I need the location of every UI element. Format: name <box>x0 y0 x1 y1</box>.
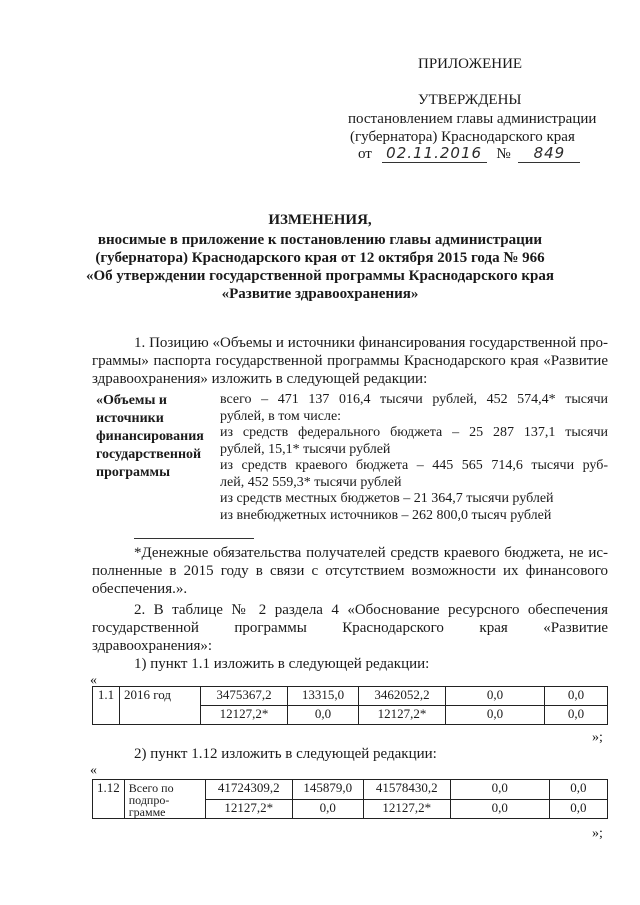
table-cell: 0,0 <box>549 799 607 819</box>
handwritten-number: 849 <box>518 144 580 163</box>
table-cell: 3462052,2 <box>359 687 446 706</box>
table-cell: 0,0 <box>288 706 359 725</box>
handwritten-date: 02.11.2016 <box>382 144 487 163</box>
table-cell: 0,0 <box>292 799 363 819</box>
table-cell: 12127,2* <box>359 706 446 725</box>
item-label-line: подпро- <box>128 793 170 807</box>
table-item-1-12 <box>92 779 608 819</box>
item2-line-2: государственной программы Краснодарского края «Развитие <box>92 620 608 636</box>
table-row <box>93 687 608 706</box>
item-number: 1.12 <box>93 780 125 819</box>
title-line-3: «Об утверждении государственной программы Краснодарского края <box>86 268 554 284</box>
approved-label: УТВЕРЖДЕНЫ <box>418 92 522 108</box>
appendix-label: ПРИЛОЖЕНИЕ <box>418 56 523 72</box>
passport-value-line: рублей, 15,1* тысячи рублей <box>220 441 391 457</box>
footnote-line-3: обеспечения.». <box>92 581 188 597</box>
passport-label <box>96 392 204 482</box>
approval-line-2: (губернатора) Краснодарского края <box>350 129 575 145</box>
item2-sub-1: 1) пункт 1.1 изложить в следующей редакции: <box>134 656 430 672</box>
table-cell: 0,0 <box>545 706 608 725</box>
table-cell: 41578430,2 <box>363 780 450 800</box>
table-cell: 145879,0 <box>292 780 363 800</box>
passport-label-line: программы <box>96 465 170 480</box>
item2-sub-2: 2) пункт 1.12 изложить в следующей редакции: <box>134 746 437 762</box>
quote-close: »; <box>592 730 603 745</box>
passport-value-line: рублей, в том числе: <box>220 408 342 424</box>
passport-value-line: из внебюджетных источников – 262 800,0 тысяч рублей <box>220 507 552 523</box>
quote-open: « <box>90 673 97 688</box>
passport-value-line: из средств федерального бюджета – 25 287 137,1 тысячи <box>220 425 608 440</box>
passport-label-line: финансирования <box>96 429 204 444</box>
table-cell: 12127,2* <box>205 799 292 819</box>
item-label <box>124 780 205 819</box>
item-number: 1.1 <box>93 687 120 725</box>
table-cell: 0,0 <box>446 706 545 725</box>
passport-label-line: источники <box>96 411 164 426</box>
passport-values <box>220 392 608 524</box>
item1-line-3: здравоохранения» изложить в следующей редакции: <box>92 371 428 387</box>
title-line-4: «Развитие здравоохранения» <box>221 286 419 302</box>
footnote-line-1: *Денежные обязательства получателей средств краевого бюджета, не ис- <box>134 545 608 561</box>
table-cell: 12127,2* <box>363 799 450 819</box>
item-label-line: Всего по <box>128 781 174 795</box>
table-item-1-1 <box>92 686 608 725</box>
table-cell: 0,0 <box>545 687 608 706</box>
item-label-line: грамме <box>128 805 166 819</box>
table-cell: 3475367,2 <box>201 687 288 706</box>
table-cell: 41724309,2 <box>205 780 292 800</box>
table-cell: 0,0 <box>446 687 545 706</box>
passport-value-line: лей, 452 559,3* тысячи рублей <box>220 474 402 490</box>
from-label: от <box>358 146 372 162</box>
footnote-line-2: полненные в 2015 году в связи с отсутствием возможности их финансового <box>92 563 608 579</box>
table-cell: 0,0 <box>450 780 549 800</box>
item2-line-1: 2. В таблице № 2 раздела 4 «Обоснование ресурсного обеспечения <box>134 602 608 618</box>
title-line-1: вносимые в приложение к постановлению главы администрации <box>97 232 543 248</box>
footnote-separator <box>134 538 254 539</box>
item-label: 2016 год <box>120 687 201 725</box>
table-cell: 12127,2* <box>201 706 288 725</box>
item1-line-2: граммы» паспорта государственной программы Краснодарского края «Развитие <box>92 353 608 369</box>
quote-close: »; <box>592 826 603 841</box>
passport-value-line: всего – 471 137 016,4 тысячи рублей, 452 574,4* тысячи <box>220 392 608 407</box>
item1-line-1: 1. Позицию «Объемы и источники финансирования государственной про- <box>134 335 608 351</box>
passport-label-line: «Объемы и <box>96 393 167 408</box>
table-cell: 0,0 <box>450 799 549 819</box>
item2-line-3: здравоохранения»: <box>92 638 213 654</box>
document-heading: ИЗМЕНЕНИЯ, <box>268 212 372 228</box>
table-cell: 0,0 <box>549 780 607 800</box>
passport-value-line: из средств краевого бюджета – 445 565 714,6 тысячи руб- <box>220 458 608 473</box>
title-line-2: (губернатора) Краснодарского края от 12 октября 2015 года № 966 <box>95 250 545 266</box>
table-row <box>93 780 608 800</box>
quote-open: « <box>90 763 97 778</box>
passport-value-line: из средств местных бюджетов – 21 364,7 тысячи рублей <box>220 491 554 506</box>
number-label: № <box>496 146 511 162</box>
passport-label-line: государственной <box>96 447 202 462</box>
approval-line-1: постановлением главы администрации <box>348 111 597 127</box>
table-cell: 13315,0 <box>288 687 359 706</box>
approval-date-line <box>358 144 580 163</box>
